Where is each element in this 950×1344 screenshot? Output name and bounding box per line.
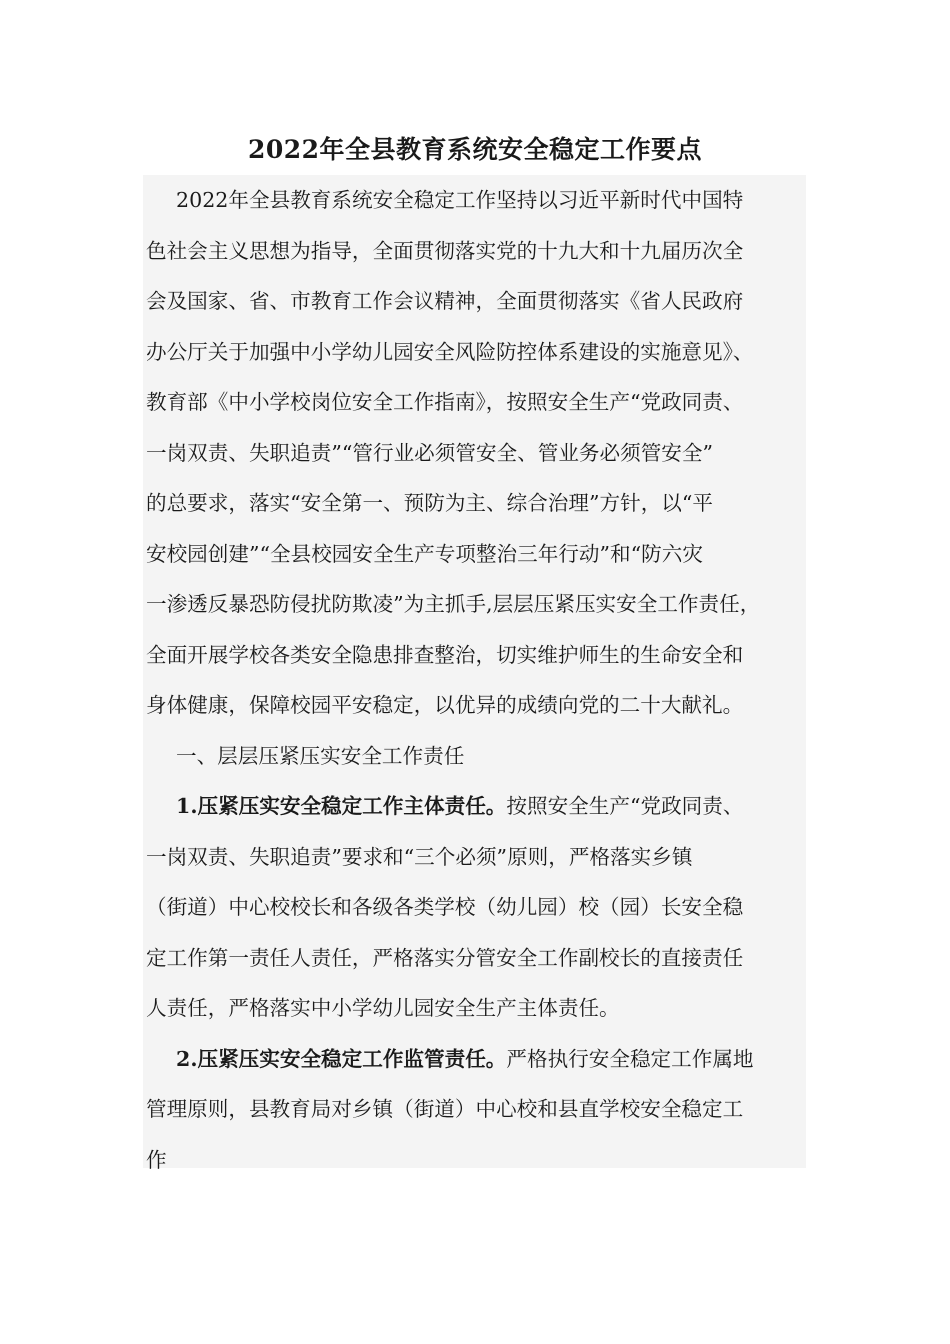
intro-line: 全面开展学校各类安全隐患排查整治，切实维护师生的生命安全和: [146, 642, 744, 667]
item-2-line: 管理原则，县教育局对乡镇（街道）中心校和县直学校安全稳定工: [146, 1097, 744, 1121]
item-1-line: （街道）中心校校长和各级各类学校（幼儿园）校（园）长安全稳: [146, 895, 744, 919]
intro-line: 安校园创建”“全县校园安全生产专项整治三年行动”和“防六灾: [146, 541, 703, 566]
item-1-line: 定工作第一责任人责任，严格落实分管安全工作副校长的直接责任: [146, 945, 744, 970]
item-1-lead: 1.压紧压实安全稳定工作主体责任。: [176, 794, 507, 818]
intro-line: 的总要求，落实“安全第一、预防为主、综合治理”方针，以“平: [146, 491, 714, 515]
item-2-line: 作: [146, 1147, 167, 1172]
intro-line: 色社会主义思想为指导，全面贯彻落实党的十九大和十九届历次全: [146, 238, 744, 263]
intro-line: 会及国家、省、市教育工作会议精神，全面贯彻落实《省人民政府: [146, 289, 744, 313]
item-2-lead: 2.压紧压实安全稳定工作监管责任。: [176, 1046, 507, 1071]
item-2-first-line-rest: 严格执行安全稳定工作属地: [506, 1046, 754, 1071]
intro-line: 身体健康，保障校园平安稳定，以优异的成绩向党的二十大献礼。: [146, 693, 744, 717]
intro-line: 教育部《中小学校岗位安全工作指南》，按照安全生产“党政同责、: [146, 390, 744, 414]
item-1-line: 人责任，严格落实中小学幼儿园安全生产主体责任。: [146, 996, 620, 1020]
item-2-first-line: [146, 1034, 836, 1085]
document-body: [146, 175, 836, 1185]
intro-line: 一岗双责、失职追责”“管行业必须管安全、管业务必须管安全”: [146, 440, 714, 465]
page-title: 2022年全县教育系统安全稳定工作要点: [247, 135, 703, 164]
intro-line: 2022年全县教育系统安全稳定工作坚持以习近平新时代中国特: [176, 188, 744, 212]
intro-line: 办公厅关于加强中小学幼儿园安全风险防控体系建设的实施意见》、: [146, 339, 754, 364]
intro-line: 一渗透反暴恐防侵扰防欺凌”为主抓手,层层压紧压实安全工作责任，: [146, 592, 761, 616]
item-1-line: 一岗双责、失职追责”要求和“三个必须”原则，严格落实乡镇: [146, 844, 693, 869]
section-heading: 一、层层压紧压实安全工作责任: [176, 743, 465, 768]
item-1-first-line-rest: 按照安全生产“党政同责、: [506, 794, 744, 818]
item-1-first-line: [146, 781, 836, 832]
